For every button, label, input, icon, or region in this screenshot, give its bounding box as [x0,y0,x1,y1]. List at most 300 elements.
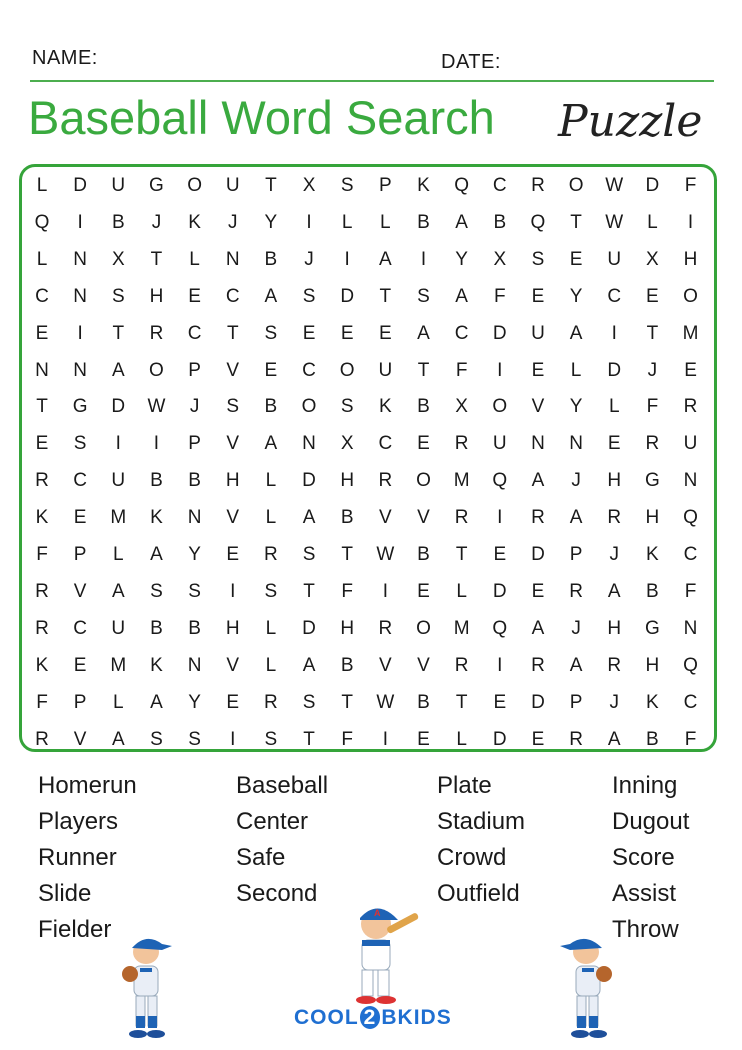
grid-letter: T [303,728,315,750]
word-list-item: Inning [612,772,678,799]
grid-letter: L [265,470,277,492]
grid-letter: R [35,728,49,750]
grid-letter: B [150,470,163,492]
grid-letter: N [73,248,87,270]
pitcher-left-illustration [120,932,182,1044]
grid-letter: J [151,211,162,233]
grid-letter: N [35,359,49,381]
word-list-item: Baseball [236,772,329,799]
grid-letter: S [417,285,430,307]
word-list-item: Homerun [38,772,137,799]
grid-letter: R [531,654,545,676]
grid-letter: L [647,211,658,233]
grid-letter: A [455,211,468,233]
batter-illustration [340,898,420,1008]
grid-row [23,205,713,241]
grid-letter: R [264,544,278,565]
grid-letter: R [264,691,278,713]
word-list-item: Plate [437,772,492,799]
grid-letter: P [379,175,392,196]
pitcher-right-illustration [556,932,618,1044]
site-logo [294,1006,452,1030]
grid-letter: G [72,396,88,418]
grid-letter: O [416,617,431,639]
grid-letter: S [226,396,240,418]
grid-letter: B [417,544,430,565]
grid-letter: T [646,322,659,344]
grid-letter: S [302,691,316,713]
grid-letter: K [35,654,49,676]
grid-letter: U [111,617,126,639]
grid-letter: A [150,691,163,713]
grid-letter: D [302,617,316,639]
grid-letter: B [264,248,278,270]
grid-letter: E [531,359,545,381]
grid-letter: F [684,580,697,602]
grid-letter: E [531,285,545,307]
grid-letter: Q [530,211,546,233]
grid-row [23,426,713,462]
grid-letter: L [456,580,467,602]
grid-letter: T [379,285,392,307]
grid-letter: B [417,691,430,713]
grid-letter: T [303,580,315,602]
word-list-item: Runner [38,844,117,871]
grid-letter: E [73,507,87,529]
logo-text-post: BKIDS [381,1006,452,1029]
grid-letter: C [225,285,240,307]
grid-letter: S [150,728,163,750]
grid-letter: S [340,396,354,418]
grid-letter: R [149,322,164,344]
grid-letter: L [113,544,124,565]
grid-row [23,389,713,425]
grid-letter: K [417,175,430,196]
grid-letter: H [645,654,660,676]
grid-letter: D [607,359,622,381]
grid-letter: B [417,211,430,233]
grid-letter: A [455,285,468,307]
grid-letter: A [302,654,316,676]
grid-letter: R [378,617,393,639]
grid-letter: I [306,211,312,233]
grid-letter: Q [683,507,698,529]
grid-letter: L [265,507,277,529]
grid-letter: Y [455,248,468,270]
grid-letter: N [302,433,316,455]
grid-letter: V [73,728,87,750]
grid-letter: L [265,617,277,639]
grid-letter: A [569,654,583,676]
grid-letter: C [607,285,622,307]
grid-letter: P [569,544,583,565]
grid-letter: T [455,544,468,565]
grid-letter: E [569,248,583,270]
grid-letter: O [149,359,164,381]
grid-letter: A [569,322,583,344]
name-label: NAME: [32,47,98,69]
grid-letter: I [77,322,83,344]
grid-row [23,242,713,278]
grid-letter: E [35,433,49,455]
grid-letter: R [607,507,622,529]
grid-letter: L [380,211,391,233]
grid-letter: W [605,211,624,233]
grid-letter: I [230,580,236,602]
grid-letter: B [111,211,125,233]
grid-letter: T [455,691,468,713]
word-list-item: Crowd [437,844,507,871]
grid-row [23,574,713,610]
grid-letter: M [682,322,699,344]
grid-letter: M [453,470,470,492]
grid-letter: A [569,507,583,529]
grid-letter: L [113,691,124,713]
grid-letter: Y [264,211,278,233]
grid-letter: J [609,544,619,565]
grid-letter: Y [569,396,583,418]
grid-letter: S [73,433,87,455]
grid-letter: S [188,728,201,750]
grid-letter: T [112,322,125,344]
grid-letter: S [264,580,278,602]
grid-letter: E [417,580,430,602]
word-list-item: Score [612,844,675,871]
word-list-item: Second [236,880,318,907]
word-list-item: Dugout [612,808,690,835]
grid-letter: V [417,654,430,676]
grid-letter: H [645,507,660,529]
grid-letter: A [111,359,125,381]
grid-letter: C [73,617,87,639]
grid-letter: R [531,507,545,529]
grid-letter: U [225,175,240,196]
grid-letter: C [187,322,202,344]
grid-letter: R [531,175,545,196]
grid-letter: O [683,285,698,307]
grid-letter: C [683,691,698,713]
grid-letter: C [73,470,87,492]
grid-letter: A [150,544,163,565]
grid-letter: S [302,544,316,565]
grid-letter: I [611,322,617,344]
grid-letter: E [646,285,659,307]
grid-row [23,537,713,573]
grid-letter: V [73,580,87,602]
grid-letter: A [111,728,125,750]
grid-letter: O [568,175,584,196]
header-rule [30,80,714,82]
grid-letter: R [683,396,698,418]
grid-letter: L [36,175,48,196]
grid-letter: D [73,175,87,196]
grid-letter: X [646,248,659,270]
word-list-item: Slide [38,880,92,907]
grid-letter: B [188,617,201,639]
grid-letter: K [188,211,201,233]
word-list-item: Throw [612,916,679,943]
grid-letter: L [189,248,200,270]
grid-letter: H [225,617,240,639]
grid-letter: J [189,396,200,418]
grid-letter: P [73,544,87,565]
grid-letter: F [493,285,506,307]
grid-letter: Q [492,470,508,492]
grid-letter: P [73,691,87,713]
grid-letter: P [569,691,583,713]
grid-letter: B [264,396,278,418]
grid-letter: E [35,322,49,344]
grid-letter: N [683,617,698,639]
grid-letter: T [341,691,353,713]
grid-letter: Y [569,285,583,307]
grid-letter: C [35,285,49,307]
grid-letter: S [264,322,278,344]
grid-letter: U [111,175,126,196]
grid-letter: F [684,728,697,750]
grid-letter: Y [188,544,201,565]
grid-row [23,168,713,204]
grid-letter: N [73,359,87,381]
grid-letter: R [569,728,583,750]
grid-letter: J [571,617,581,639]
grid-letter: R [378,470,393,492]
grid-letter: I [420,248,427,270]
grid-row [23,500,713,536]
grid-row [23,722,713,758]
word-list-item: Center [236,808,309,835]
grid-letter: I [382,728,388,750]
grid-letter: A [531,470,545,492]
grid-letter: O [339,359,355,381]
grid-letter: S [150,580,163,602]
grid-letter: V [226,359,240,381]
grid-letter: K [379,396,392,418]
grid-letter: V [379,507,392,529]
grid-letter: Q [34,211,50,233]
grid-letter: I [382,580,388,602]
grid-letter: U [607,248,622,270]
word-list-item: Outfield [437,880,520,907]
grid-letter: E [302,322,316,344]
page-title-script: Puzzle [558,96,703,147]
grid-letter: F [36,691,48,713]
grid-letter: Y [188,691,201,713]
grid-letter: X [302,175,316,196]
grid-letter: G [645,617,660,639]
grid-letter: N [683,470,698,492]
grid-letter: M [453,617,470,639]
grid-letter: K [35,507,49,529]
grid-letter: A [264,285,278,307]
grid-letter: P [188,433,201,455]
grid-letter: M [110,507,127,529]
grid-letter: N [187,507,202,529]
grid-letter: H [149,285,164,307]
grid-letter: K [646,691,659,713]
grid-letter: O [492,396,508,418]
grid-letter: V [226,507,240,529]
grid-letter: N [225,248,240,270]
grid-letter: D [531,691,545,713]
grid-letter: F [341,580,353,602]
grid-letter: W [605,175,624,196]
grid-letter: J [571,470,581,492]
grid-letter: R [454,654,469,676]
grid-letter: O [416,470,431,492]
grid-letter: X [111,248,125,270]
grid-letter: E [264,359,278,381]
grid-letter: J [647,359,658,381]
grid-letter: V [379,654,392,676]
grid-letter: A [302,507,316,529]
grid-letter: U [683,433,698,455]
grid-letter: D [492,322,507,344]
grid-letter: E [226,691,240,713]
grid-letter: D [302,470,316,492]
grid-row [23,279,713,315]
grid-letter: A [111,580,125,602]
grid-letter: Q [492,617,508,639]
grid-letter: F [341,728,353,750]
grid-row [23,685,713,721]
grid-letter: A [607,580,621,602]
grid-letter: D [531,544,545,565]
grid-letter: T [341,544,353,565]
grid-letter: L [608,396,620,418]
grid-letter: I [153,433,160,455]
grid-letter: R [607,654,622,676]
grid-letter: N [73,285,87,307]
grid-letter: I [230,728,236,750]
grid-letter: R [454,507,469,529]
grid-letter: F [455,359,468,381]
grid-letter: F [646,396,659,418]
grid-letter: H [225,470,240,492]
grid-letter: B [646,580,659,602]
grid-letter: E [379,322,392,344]
grid-letter: X [493,248,507,270]
grid-letter: E [73,654,87,676]
logo-text-pre: COOL [294,1006,359,1029]
grid-letter: E [417,433,430,455]
grid-letter: T [417,359,430,381]
grid-letter: B [646,728,659,750]
grid-letter: J [304,248,314,270]
grid-letter: I [115,433,121,455]
grid-letter: C [302,359,316,381]
grid-row [23,611,713,647]
grid-letter: E [684,359,697,381]
grid-letter: F [36,544,48,565]
grid-letter: T [36,396,48,418]
grid-letter: T [150,248,163,270]
grid-letter: L [456,728,467,750]
grid-letter: W [376,544,395,565]
grid-letter: E [226,544,240,565]
svg-text:A: A [374,908,381,918]
grid-letter: A [417,322,430,344]
grid-letter: N [187,654,202,676]
word-list-item: Stadium [437,808,526,835]
grid-row [23,353,713,389]
grid-letter: E [493,544,507,565]
grid-letter: R [35,580,49,602]
grid-row [23,463,713,499]
grid-row [23,648,713,684]
grid-letter: U [378,359,393,381]
grid-letter: B [150,617,163,639]
grid-letter: P [188,359,201,381]
grid-letter: C [683,544,698,565]
grid-letter: Q [454,175,470,196]
word-list-item: Safe [236,844,286,871]
grid-letter: V [531,396,545,418]
grid-letter: U [111,470,126,492]
grid-letter: W [376,691,395,713]
grid-letter: K [646,544,659,565]
grid-letter: S [531,248,545,270]
date-label: DATE: [441,51,501,73]
grid-letter: S [340,175,354,196]
grid-letter: T [226,322,239,344]
grid-letter: Q [683,654,698,676]
grid-letter: W [147,396,166,418]
grid-letter: S [188,580,201,602]
grid-letter: A [607,728,621,750]
grid-letter: X [340,433,354,455]
grid-letter: T [265,175,277,196]
grid-letter: B [417,396,430,418]
grid-letter: D [111,396,126,418]
grid-letter: U [492,433,507,455]
grid-letter: L [265,654,277,676]
logo-text-mid: 2 [360,1006,381,1029]
grid-letter: K [150,507,163,529]
grid-letter: J [228,211,238,233]
grid-letter: T [570,211,582,233]
grid-letter: H [340,470,355,492]
grid-letter: H [607,470,622,492]
grid-letter: V [226,433,240,455]
grid-letter: N [531,433,545,455]
grid-letter: S [302,285,316,307]
grid-letter: H [340,617,355,639]
grid-letter: U [531,322,545,344]
grid-letter: B [188,470,201,492]
grid-letter: R [645,433,660,455]
grid-letter: X [455,396,468,418]
grid-letter: R [569,580,583,602]
grid-row [23,316,713,352]
grid-letter: L [570,359,582,381]
grid-letter: I [497,359,503,381]
grid-letter: G [645,470,660,492]
grid-letter: V [417,507,430,529]
grid-letter: E [493,691,507,713]
grid-letter: C [378,433,393,455]
grid-letter: A [531,617,545,639]
grid-letter: I [687,211,694,233]
grid-letter: B [340,507,354,529]
grid-letter: E [531,728,545,750]
grid-letter: N [569,433,583,455]
grid-letter: I [497,654,503,676]
grid-letter: I [344,248,350,270]
word-list-item: Fielder [38,916,112,943]
grid-letter: K [150,654,163,676]
grid-letter: E [417,728,430,750]
